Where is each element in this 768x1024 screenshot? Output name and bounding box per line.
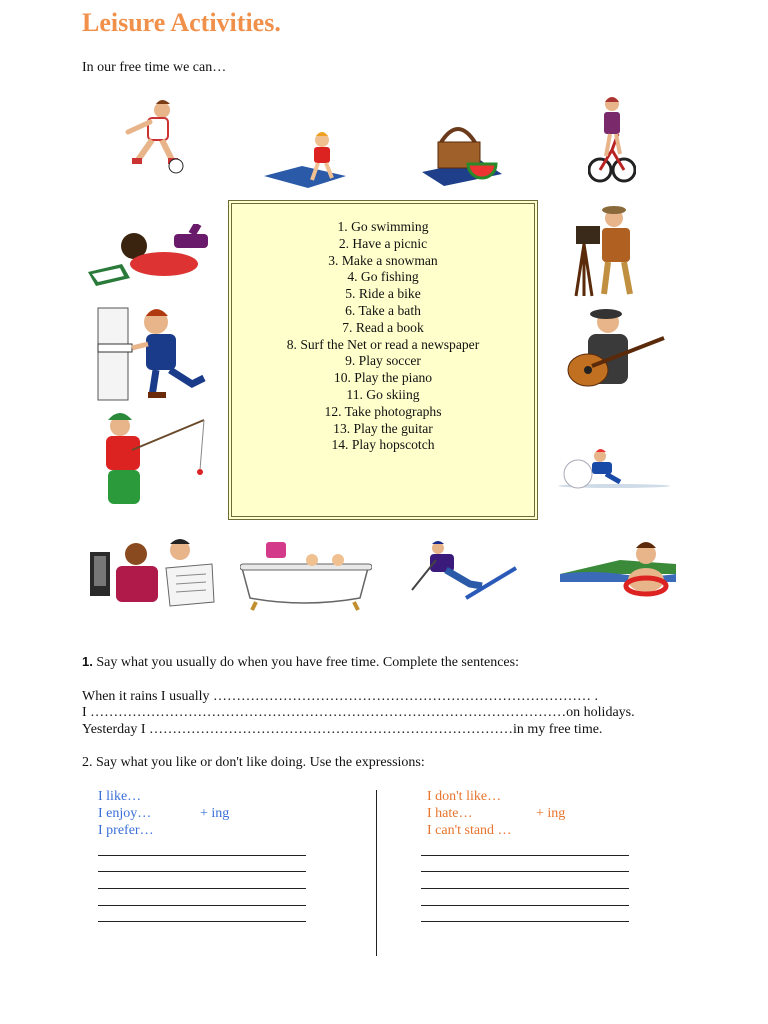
- exercise-1-sentence[interactable]: Yesterday I ……………………………………………………………………in my free time.: [82, 722, 603, 737]
- answer-line[interactable]: [98, 905, 306, 906]
- activity-item: 12. Take photographs: [324, 403, 442, 419]
- dislike-expression: I don't like…: [427, 789, 502, 804]
- activity-item: 14. Play hopscotch: [331, 437, 435, 453]
- exercise-2-instruction: 2. Say what you like or don't like doing. Use the expressions:: [82, 755, 425, 770]
- like-expression: I like…: [98, 789, 142, 804]
- swimmer-illustration: [560, 540, 676, 598]
- exercise-1-heading: [82, 654, 519, 671]
- activity-item: 8. Surf the Net or read a newspaper: [286, 336, 480, 352]
- activity-item: 10. Play the piano: [333, 370, 433, 386]
- activity-list-box: [228, 200, 538, 520]
- activity-item: 7. Read a book: [342, 319, 424, 335]
- snowman-illustration: [556, 448, 672, 490]
- answer-line[interactable]: [421, 888, 629, 889]
- fisherman-illustration: [100, 410, 208, 508]
- answer-line[interactable]: [98, 871, 306, 872]
- activity-item: 1. Go swimming: [337, 219, 429, 234]
- answer-line[interactable]: [98, 921, 306, 922]
- boy-reading-illustration: [82, 224, 212, 290]
- activity-item: 9. Play soccer: [345, 353, 421, 369]
- answer-line[interactable]: [98, 855, 306, 856]
- ing-suffix: + ing: [536, 806, 566, 821]
- guitar-player-illustration: [562, 304, 668, 396]
- activity-item: 6. Take a bath: [345, 302, 421, 318]
- exercise-1-sentence[interactable]: I …………………………………………………………………………………………on holidays.: [82, 705, 635, 720]
- column-divider: [376, 790, 377, 956]
- activity-item: 4. Go fishing: [347, 269, 419, 285]
- page-title: Leisure Activities.: [82, 8, 281, 37]
- exercise-1-instruction: Say what you usually do when you have free time. Complete the sentences:: [96, 655, 519, 670]
- activity-item: 2. Have a picnic: [338, 235, 428, 251]
- piano-player-illustration: [96, 304, 214, 404]
- activity-item: 13. Play the guitar: [333, 420, 433, 436]
- answer-line[interactable]: [421, 855, 629, 856]
- exercise-1-sentence[interactable]: When it rains I usually ……………………………………………………………………… .: [82, 689, 599, 704]
- dislike-expression: I hate…: [427, 806, 473, 821]
- answer-line[interactable]: [421, 905, 629, 906]
- answer-line[interactable]: [98, 888, 306, 889]
- soccer-player-illustration: [118, 98, 188, 174]
- activity-item: 5. Ride a bike: [345, 286, 421, 302]
- activity-item: 11. Go skiing: [346, 386, 420, 402]
- picnic-basket-illustration: [420, 114, 504, 188]
- hopscotch-illustration: [262, 128, 348, 190]
- cyclist-illustration: [588, 94, 636, 188]
- activity-item: 3. Make a snowman: [328, 252, 438, 268]
- computer-and-newspaper-illustration: [88, 538, 216, 608]
- ing-suffix: + ing: [200, 806, 230, 821]
- dislike-expression: I can't stand …: [427, 823, 512, 838]
- like-expression: I prefer…: [98, 823, 154, 838]
- like-expression: I enjoy…: [98, 806, 152, 821]
- answer-line[interactable]: [421, 871, 629, 872]
- photographer-illustration: [574, 204, 654, 298]
- bathtub-illustration: [240, 540, 372, 612]
- intro-text: In our free time we can…: [82, 60, 227, 75]
- activity-list: [229, 201, 537, 454]
- answer-line[interactable]: [421, 921, 629, 922]
- exercise-1-number: 1.: [82, 654, 93, 669]
- skier-illustration: [406, 540, 518, 602]
